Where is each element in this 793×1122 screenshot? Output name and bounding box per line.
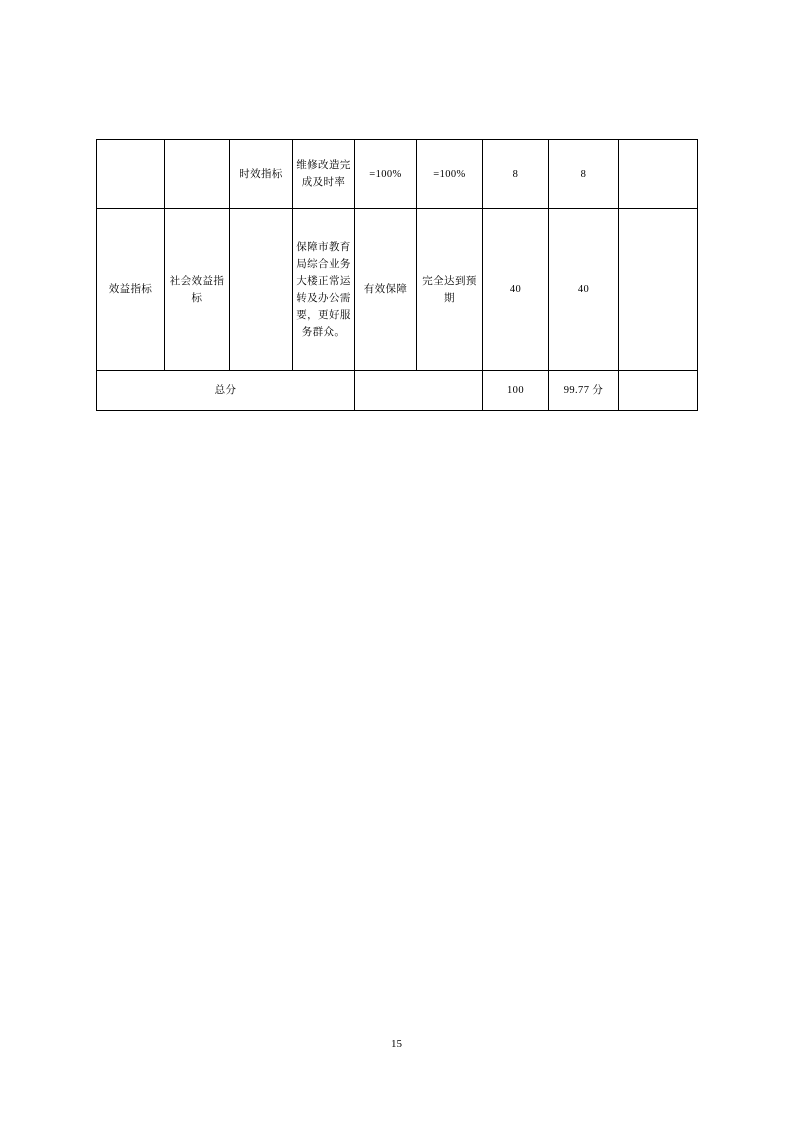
cell-score-weight: 8 (483, 140, 549, 209)
cell-actual-value: 完全达到预期 (417, 209, 483, 371)
cell-actual-value: =100% (417, 140, 483, 209)
performance-indicator-table (96, 139, 698, 411)
cell-total-blank (355, 371, 483, 411)
cell-level2-empty (165, 140, 230, 209)
cell-target-value: 有效保障 (355, 209, 417, 371)
cell-remark (619, 209, 698, 371)
table-row (97, 209, 698, 371)
cell-score-actual: 40 (549, 209, 619, 371)
cell-score-weight: 40 (483, 209, 549, 371)
cell-remark (619, 140, 698, 209)
cell-total-score: 99.77 分 (549, 371, 619, 411)
cell-level3-empty (230, 209, 293, 371)
cell-total-weight: 100 (483, 371, 549, 411)
cell-indicator-category: 时效指标 (230, 140, 293, 209)
cell-level1-empty (97, 140, 165, 209)
cell-total-label: 总分 (97, 371, 355, 411)
cell-score-actual: 8 (549, 140, 619, 209)
cell-total-remark (619, 371, 698, 411)
cell-target-value: =100% (355, 140, 417, 209)
cell-indicator-name: 维修改造完成及时率 (293, 140, 355, 209)
table-row (97, 140, 698, 209)
table-row-total (97, 371, 698, 411)
cell-level1-benefit: 效益指标 (97, 209, 165, 371)
cell-level2-social-benefit: 社会效益指标 (165, 209, 230, 371)
cell-indicator-description: 保障市教育局综合业务大楼正常运转及办公需要，更好服务群众。 (293, 209, 355, 371)
page-number: 15 (391, 1038, 402, 1050)
